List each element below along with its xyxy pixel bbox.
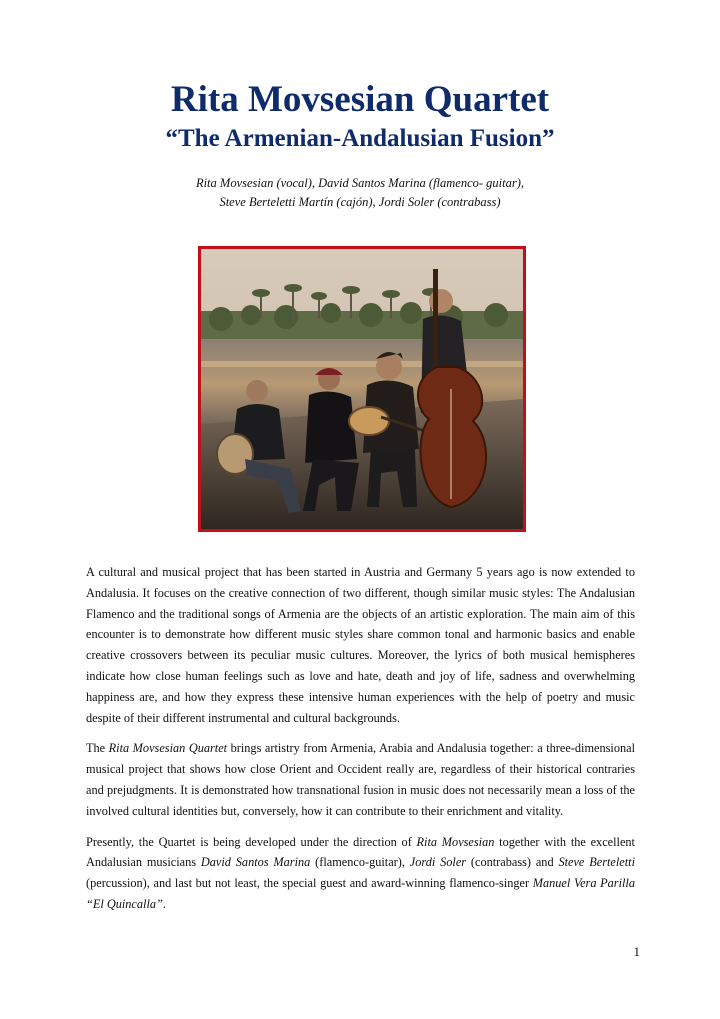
document-title: Rita Movsesian Quartet <box>170 79 550 120</box>
credits-line-1: Rita Movsesian (vocal), David Santos Marina (flamenco- guitar), <box>195 176 525 190</box>
paragraph-3-text-3: (flamenco-guitar), <box>310 855 410 870</box>
page-number: 1 <box>633 944 640 959</box>
paragraph-3-name-david: David Santos Marina <box>200 855 311 870</box>
document-subtitle: “The Armenian-Andalusian Fusion” <box>165 125 555 152</box>
paragraph-3-text-1: Presently, the Quartet is being developed under the direction of <box>86 834 417 849</box>
paragraph-2 <box>86 738 635 821</box>
paragraph-3-name-rita: Rita Movsesian <box>416 834 495 849</box>
paragraph-3-name-jordi: Jordi Soler <box>409 855 467 870</box>
paragraph-2-text-1: The <box>86 741 109 756</box>
article-body <box>86 562 635 925</box>
paragraph-3-text-2: together with the excellent Andalusian musicians <box>86 834 635 870</box>
paragraph-3-name-manuel: Manuel Vera Parilla “El Quincalla” <box>86 876 635 911</box>
band-photo <box>198 246 526 532</box>
paragraph-3-text-5: (percussion), and last but not least, the special guest and award-winning flamenco-singer <box>86 876 533 891</box>
paragraph-3 <box>86 832 635 915</box>
paragraph-3-text-6: . <box>162 896 166 911</box>
paragraph-2-band-name: Rita Movsesian Quartet <box>108 741 228 756</box>
band-photo-image <box>201 249 523 529</box>
credits-block <box>0 174 720 212</box>
credits-line-2: Steve Berteletti Martín (cajón), Jordi Soler (contrabass) <box>219 195 501 209</box>
paragraph-3-name-steve: Steve Berteletti <box>558 855 635 870</box>
paragraph-1: A cultural and musical project that has been started in Austria and Germany 5 years ago is now extended to Andalusia. It focuses on the creative connection of two different, though similar music styles: The Andalusian Flamenco and the traditional songs of Armenia are the objects of an artistic exploration. The main aim of this encounter is to demonstrate how different music styles share common tonal and harmonic basics and enable creative crossovers between its peculiar music cultures. Moreover, the lyrics of both musical hemispheres indicate how close human feelings such as love and hate, death and joy of life, sadness and overwhelming happiness are, and how they express these intensive human experiences with the help of poetry and music despite of their different instrumental and cultural backgrounds. <box>86 565 635 725</box>
paragraph-3-text-4: (contrabass) and <box>466 855 559 870</box>
paragraph-2-text-2: brings artistry from Armenia, Arabia and Andalusia together: a three-dimensional musical project that shows how close Orient and Occident really are, regardless of their historical contraries and prejudgments. It is demonstrated how transnational fusion in music does not necessarily mean a loss of the involved cultural identities but, conversely, how it can contribute to their enrichment and vitality. <box>86 741 635 818</box>
